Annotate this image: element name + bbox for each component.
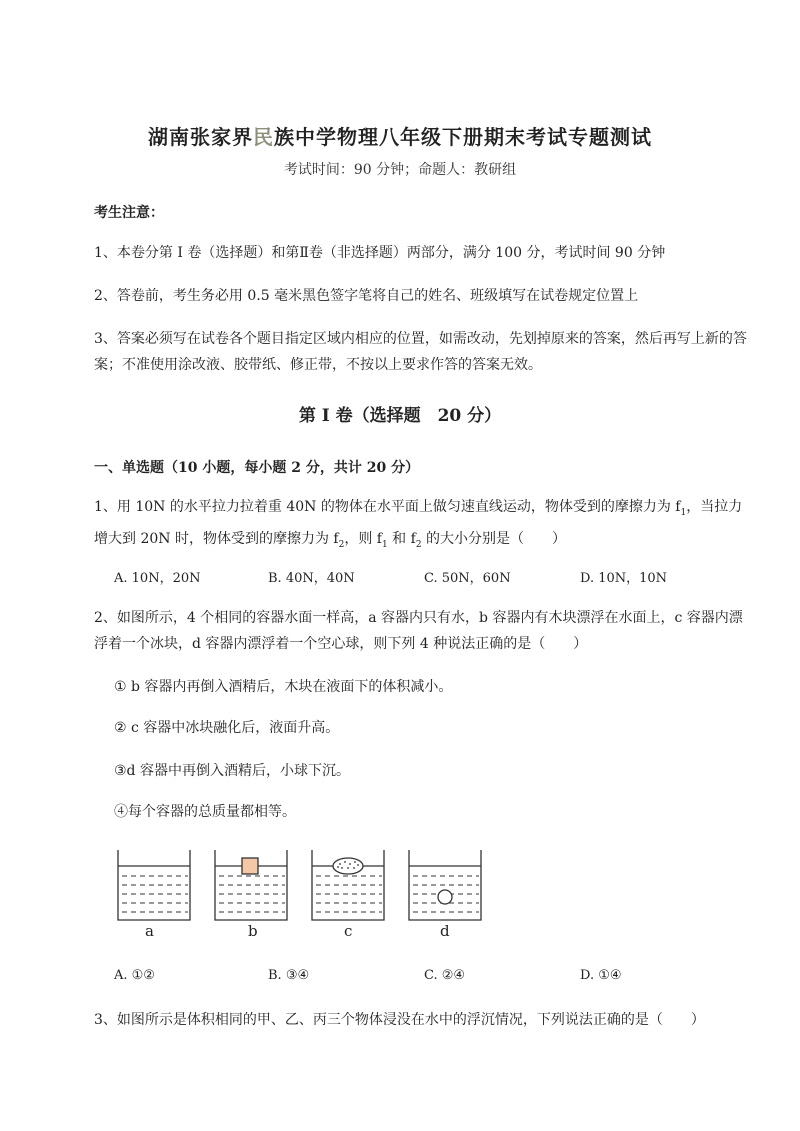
q1-text-e: 的大小分别是（ ） [421,530,566,547]
exam-title-part2: 族中学物理八年级下册期末考试专题测试 [274,125,652,149]
q1-text-b: ，当拉力增大到 20N 时，物体受到的摩擦力为 f [94,499,743,547]
exam-title-highlight: 民 [253,125,274,149]
q2-containers-figure [112,848,512,948]
q1-sub4: 2 [415,539,422,550]
question-3-text: 3、如图所示是体积相同的甲、乙、丙三个物体浸没在水中的浮沉情况，下列说法正确的是（ ） [94,1012,705,1028]
figure-label-d: d [440,922,450,940]
q1-text-c: ，则 f [344,530,382,547]
container-b [215,850,287,920]
figure-label-b: b [248,922,258,940]
container-d [409,850,481,920]
q1-option-c[interactable]: C. 50N，60N [424,571,511,586]
exam-title [0,121,800,150]
q1-option-d[interactable]: D. 10N，10N [580,571,668,586]
q2-statement-3: ③d 容器中再倒入酒精后，小球下沉。 [114,763,350,779]
exam-subtitle: 考试时间：90 分钟；命题人：教研组 [283,162,517,178]
q1-sub3: 1 [381,539,388,550]
container-c [312,850,384,920]
section-title: 第 I 卷（选择题 20 分） [298,406,502,426]
exam-title-part1: 湖南张家界 [148,125,253,149]
q2-statement-2: ② c 容器中冰块融化后，液面升高。 [114,720,340,736]
q2-option-c[interactable]: C. ②④ [424,968,466,983]
q2-statement-4: ④每个容器的总质量都相等。 [114,804,296,820]
q2-option-a[interactable]: A. ①② [114,968,155,983]
question-1-text [94,494,754,558]
q1-option-b[interactable]: B. 40N，40N [268,571,355,586]
q2-option-d[interactable]: D. ①④ [580,968,622,983]
notice-item-3: 3、答案必须写在试卷各个题目指定区域内相应的位置，如需改动，先划掉原来的答案，然后再写上新的答案；不准使用涂改液、胶带纸、修正带，不按以上要求作答的答案无效。 [94,331,747,373]
q1-sub2: 2 [338,539,345,550]
question-2-text: 2、如图所示，4 个相同的容器水面一样高，a 容器内只有水，b 容器内有木块漂浮在水面上，c 容器内漂浮着一个冰块，d 容器内漂浮着一个空心球，则下列 4 种说法正确的是（ ） [94,610,743,652]
q1-text-d: 和 f [387,530,416,547]
notice-item-2: 2、答卷前，考生务必用 0.5 毫米黑色签字笔将自己的姓名、班级填写在试卷规定位置上 [94,288,639,304]
q1-text-a: 1、用 10N 的水平拉力拉着重 40N 的物体在水平面上做匀速直线运动，物体受到的摩擦力为 f [94,499,681,515]
q2-statement-1: ① b 容器内再倒入酒精后，木块在液面下的体积减小。 [114,679,453,695]
notice-heading: 考生注意： [94,205,164,221]
q1-option-a[interactable]: A. 10N，20N [114,571,201,586]
figure-label-c: c [344,922,353,940]
container-a [118,850,190,920]
figure-label-a: a [145,922,154,940]
ice-block [333,858,363,874]
q1-sub1: 1 [680,507,687,518]
q2-option-b[interactable]: B. ③④ [268,968,310,983]
wood-block [242,858,258,874]
hollow-ball [438,890,452,904]
notice-item-1: 1、本卷分第 I 卷（选择题）和第Ⅱ卷（非选择题）两部分，满分 100 分，考试时间 90 分钟 [94,245,666,261]
part-heading: 一、单选题（10 小题，每小题 2 分，共计 20 分） [94,460,420,476]
